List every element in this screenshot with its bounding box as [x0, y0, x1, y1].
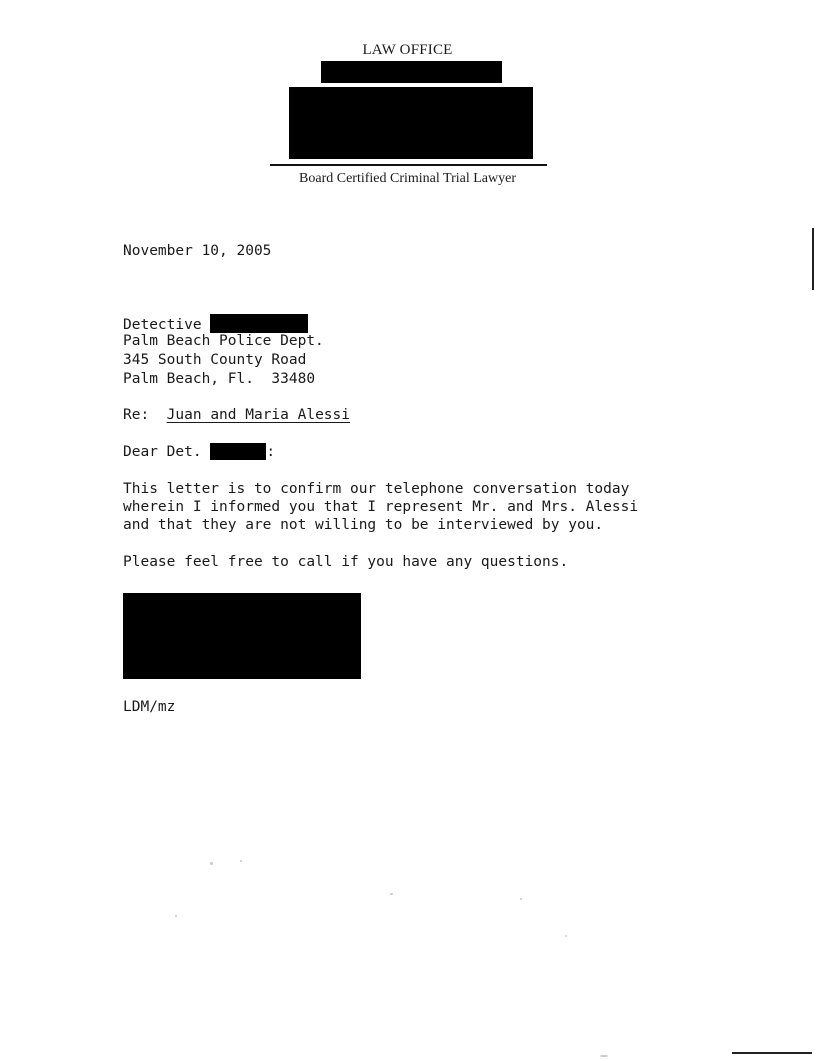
scan-speck: [600, 1055, 608, 1057]
salutation-suffix: :: [266, 444, 276, 460]
re-line: [123, 406, 350, 424]
redaction-firm-name: [321, 61, 502, 83]
letterhead-subtitle: Board Certified Criminal Trial Lawyer: [299, 171, 516, 186]
re-subject: Juan and Maria Alessi: [166, 407, 350, 423]
redaction-recipient-name: [210, 314, 308, 333]
recipient-title: Detective: [123, 317, 202, 333]
scan-edge-mark: [812, 228, 814, 290]
scan-speck: [520, 898, 522, 900]
body-line-3: and that they are not willing to be interviewed by you.: [123, 517, 604, 533]
salutation: [123, 443, 275, 461]
scan-speck: [565, 935, 567, 937]
redaction-signature-block: [123, 593, 361, 679]
re-label: Re:: [123, 407, 150, 423]
letter-date: November 10, 2005: [123, 243, 272, 259]
typist-initials: LDM/mz: [123, 699, 176, 715]
salutation-prefix: Dear Det.: [123, 444, 202, 460]
scan-speck: [240, 860, 242, 862]
letterhead-title: LAW OFFICE: [362, 42, 453, 58]
recipient-line-4: Palm Beach, Fl. 33480: [123, 371, 316, 387]
scan-speck: [210, 862, 213, 865]
letterhead-divider: [270, 164, 547, 166]
redaction-firm-address: [289, 87, 533, 159]
recipient-line-2: Palm Beach Police Dept.: [123, 333, 324, 349]
scan-bottom-mark: [732, 1052, 812, 1054]
body-line-1: This letter is to confirm our telephone conversation today: [123, 481, 630, 497]
recipient-line-3: 345 South County Road: [123, 352, 307, 368]
closing-paragraph: Please feel free to call if you have any questions.: [123, 554, 569, 570]
scan-speck: [175, 915, 177, 917]
redaction-salutation-name: [210, 443, 266, 460]
recipient-line-1: [123, 314, 308, 334]
scan-speck: [390, 893, 393, 895]
body-line-2: wherein I informed you that I represent Mr. and Mrs. Alessi: [123, 499, 639, 515]
